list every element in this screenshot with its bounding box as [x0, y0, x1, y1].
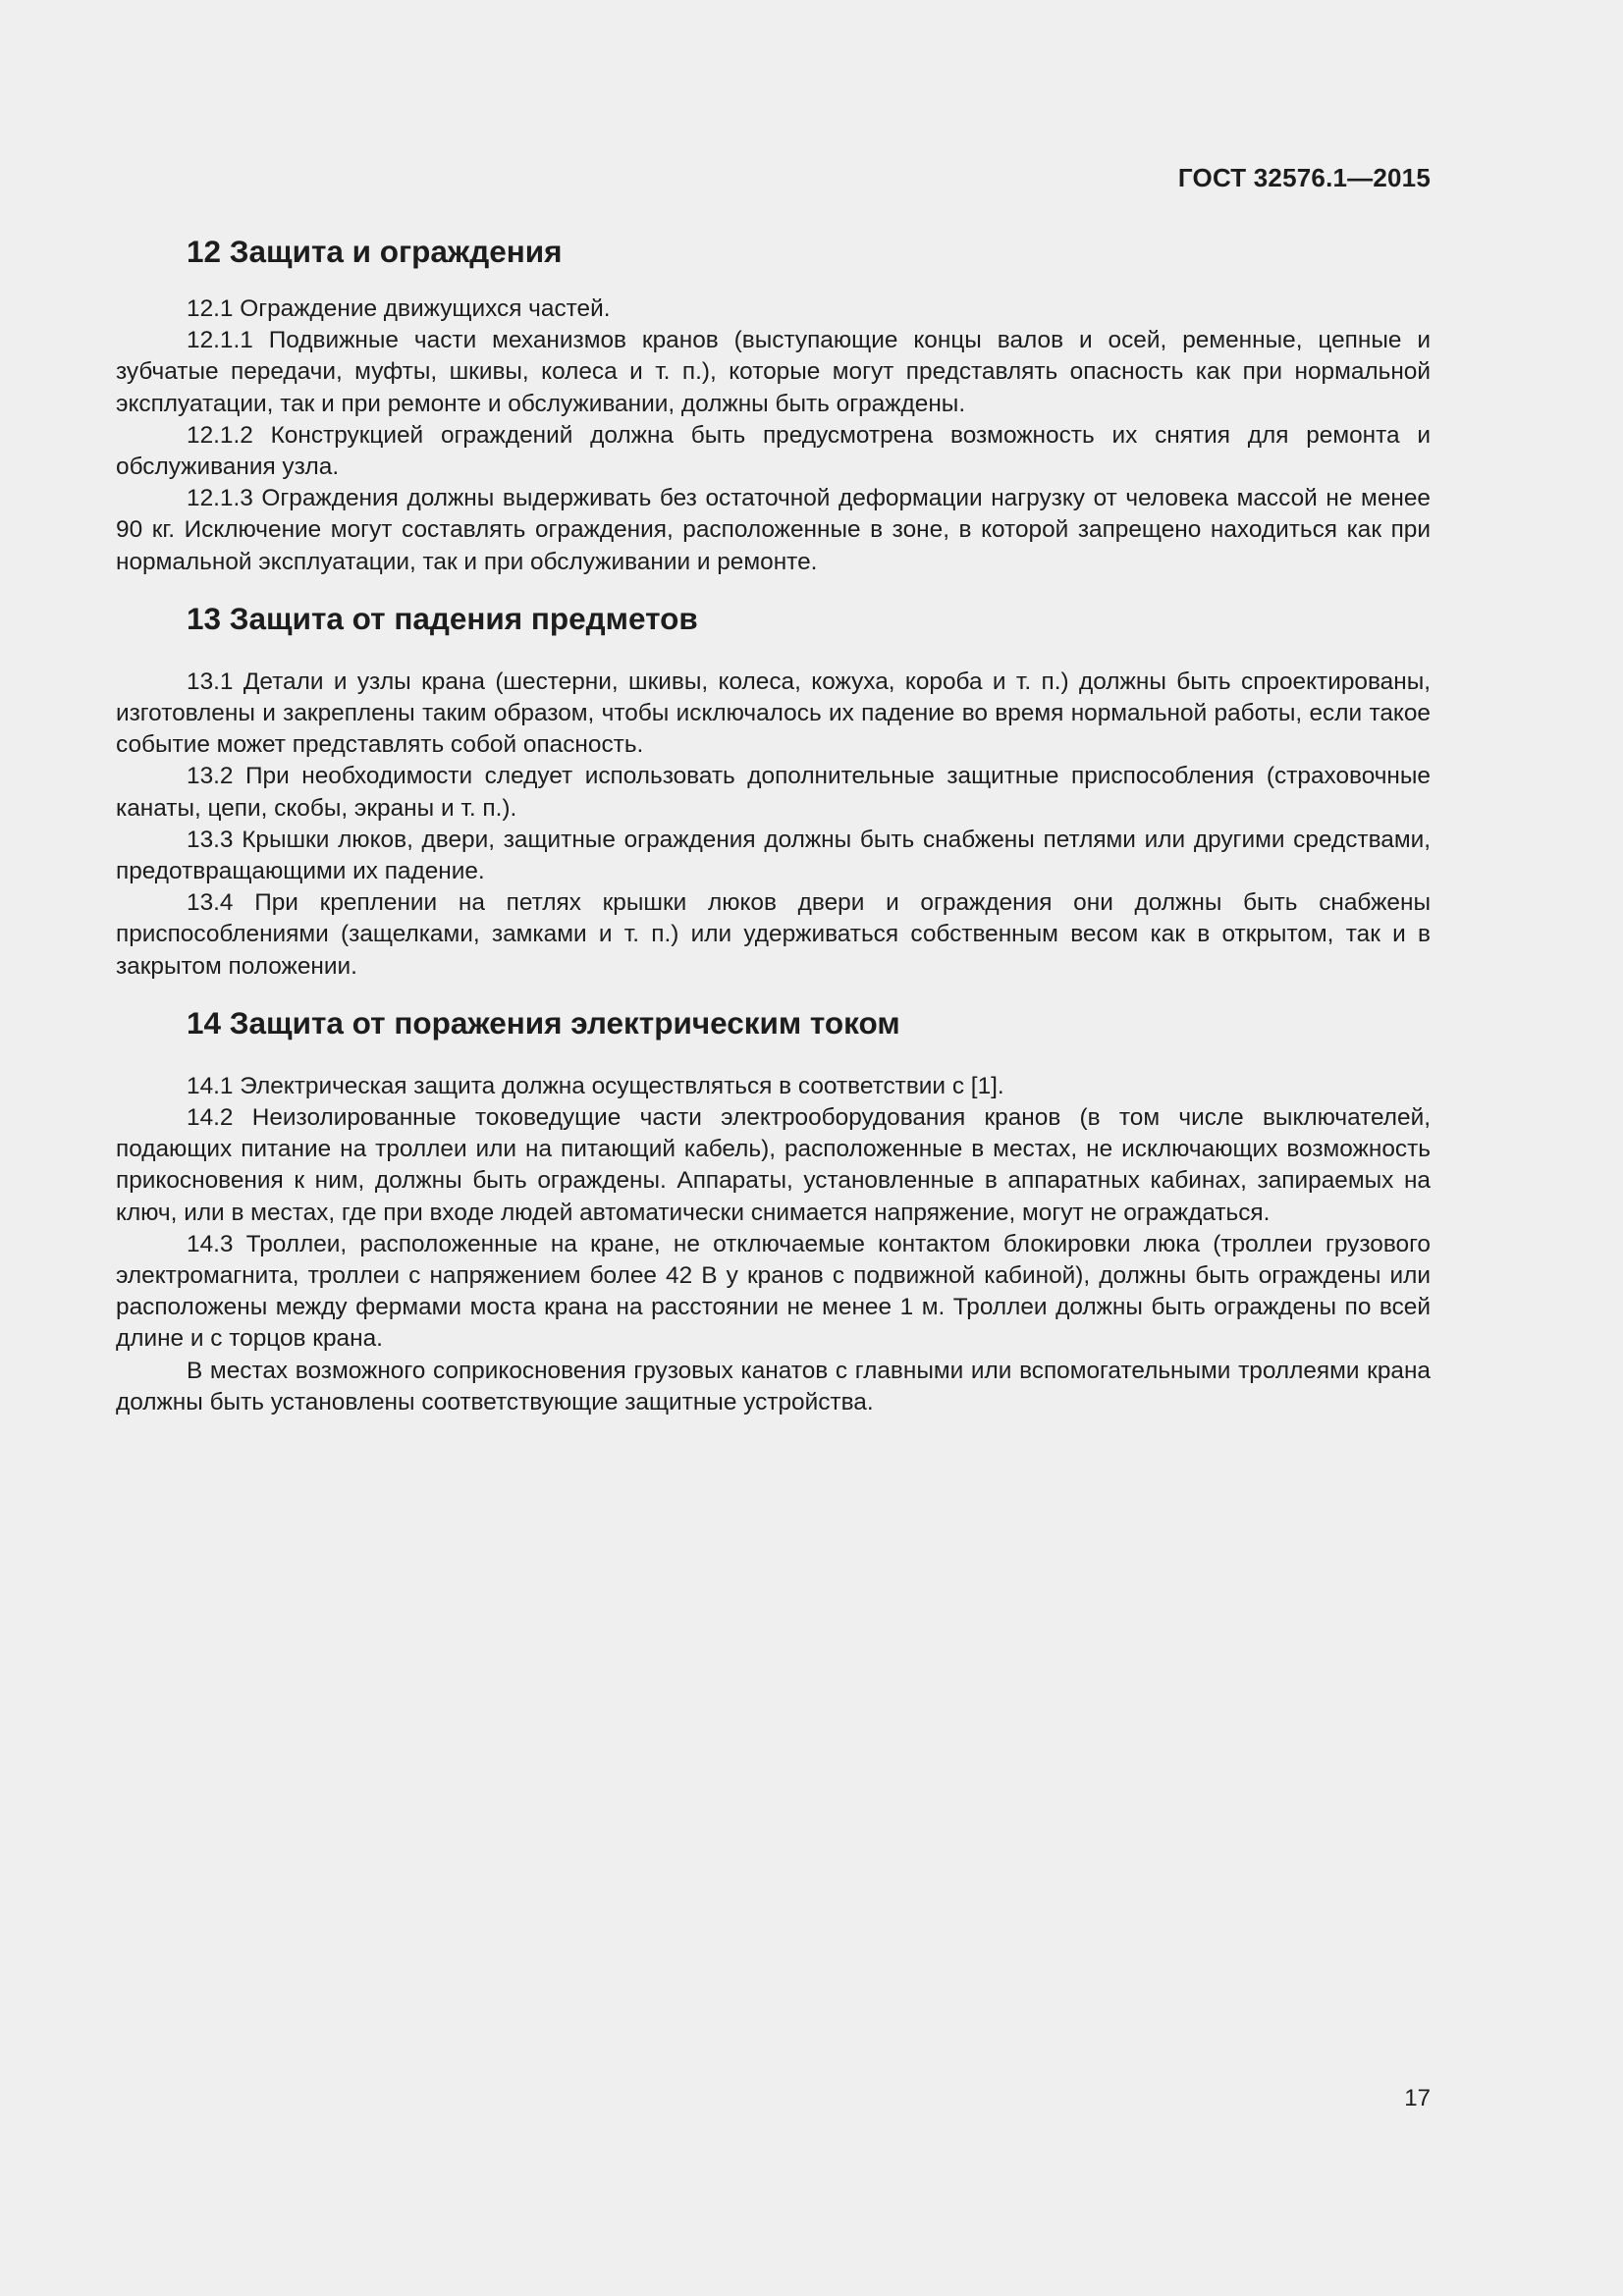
page-number: 17: [1404, 2085, 1431, 2111]
paragraph: 14.3 Троллеи, расположенные на кране, не отключаемые контактом блокировки люка (троллеи грузового электромагнита, троллеи с напряжением более 42 В у кранов с подвижной кабиной), должны быть ограждены или расположены между фермами моста крана на расстоянии не менее 1 м. Троллеи должны быть ограждены по всей длине и с торцов крана.: [116, 1230, 1431, 1353]
section-body: [116, 1071, 1431, 1418]
section-title: 13 Защита от падения предметов: [187, 600, 698, 636]
paragraph: 13.3 Крышки люков, двери, защитные ограждения должны быть снабжены петлями или другими средствами, предотвращающими их падение.: [116, 826, 1431, 885]
paragraph: 12.1.1 Подвижные части механизмов кранов (выступающие концы валов и осей, ременные, цепные и зубчатые передачи, муфты, шкивы, колеса и т. п.), которые могут представлять опасность как при нормальной эксплуатации, так и при ремонте и обслуживании, должны быть ограждены.: [116, 327, 1431, 417]
document-content: [116, 228, 1431, 1418]
section-body: [116, 294, 1431, 578]
document-code: ГОСТ 32576.1—2015: [1177, 163, 1431, 192]
section-title: 12 Защита и ограждения: [187, 234, 563, 269]
paragraph: 12.1 Ограждение движущихся частей.: [187, 295, 611, 322]
paragraph: 13.2 При необходимости следует использовать дополнительные защитные приспособления (страховочные канаты, цепи, скобы, экраны и т. п.).: [116, 763, 1431, 822]
paragraph: 14.2 Неизолированные токоведущие части электрооборудования кранов (в том числе выключателей, подающих питание на троллеи или на питающий кабель), расположенные в местах, не исключающих возможность прикосновения к ним, должны быть ограждены. Аппараты, установленные в аппаратных кабинах, запираемых на ключ, или в местах, где при входе людей автоматически снимается напряжение, могут не ограждаться.: [116, 1104, 1431, 1226]
section-12: [116, 228, 1431, 578]
section-14: [116, 999, 1431, 1418]
paragraph: 14.1 Электрическая защита должна осуществляться в соответствии с [1].: [187, 1072, 1004, 1099]
section-title: 14 Защита от поражения электрическим током: [187, 1004, 900, 1041]
paragraph: 13.4 При креплении на петлях крышки люков двери и ограждения они должны быть снабжены приспособлениями (защелками, замками и т. п.) или удерживаться собственным весом как в открытом, так и в закрытом положении.: [116, 889, 1431, 980]
section-body: [116, 667, 1431, 983]
paragraph: 12.1.2 Конструкцией ограждений должна быть предусмотрена возможность их снятия для ремонта и обслуживания узла.: [116, 421, 1431, 481]
paragraph: 12.1.3 Ограждения должны выдерживать без остаточной деформации нагрузку от человека массой не менее 90 кг. Исключение могут составлять ограждения, расположенные в зоне, в которой запрещено находиться как при нормальной эксплуатации, так и при обслуживании и ремонте.: [116, 485, 1431, 575]
paragraph: В местах возможного соприкосновения грузовых канатов с главными или вспомогательными троллеями крана должны быть установлены соответствующие защитные устройства.: [116, 1357, 1431, 1415]
paragraph: 13.1 Детали и узлы крана (шестерни, шкивы, колеса, кожуха, короба и т. п.) должны быть спроектированы, изготовлены и закреплены таким образом, чтобы исключалось их падение во время нормальной работы, если такое событие может представлять собой опасность.: [116, 667, 1431, 759]
section-13: [116, 595, 1431, 983]
